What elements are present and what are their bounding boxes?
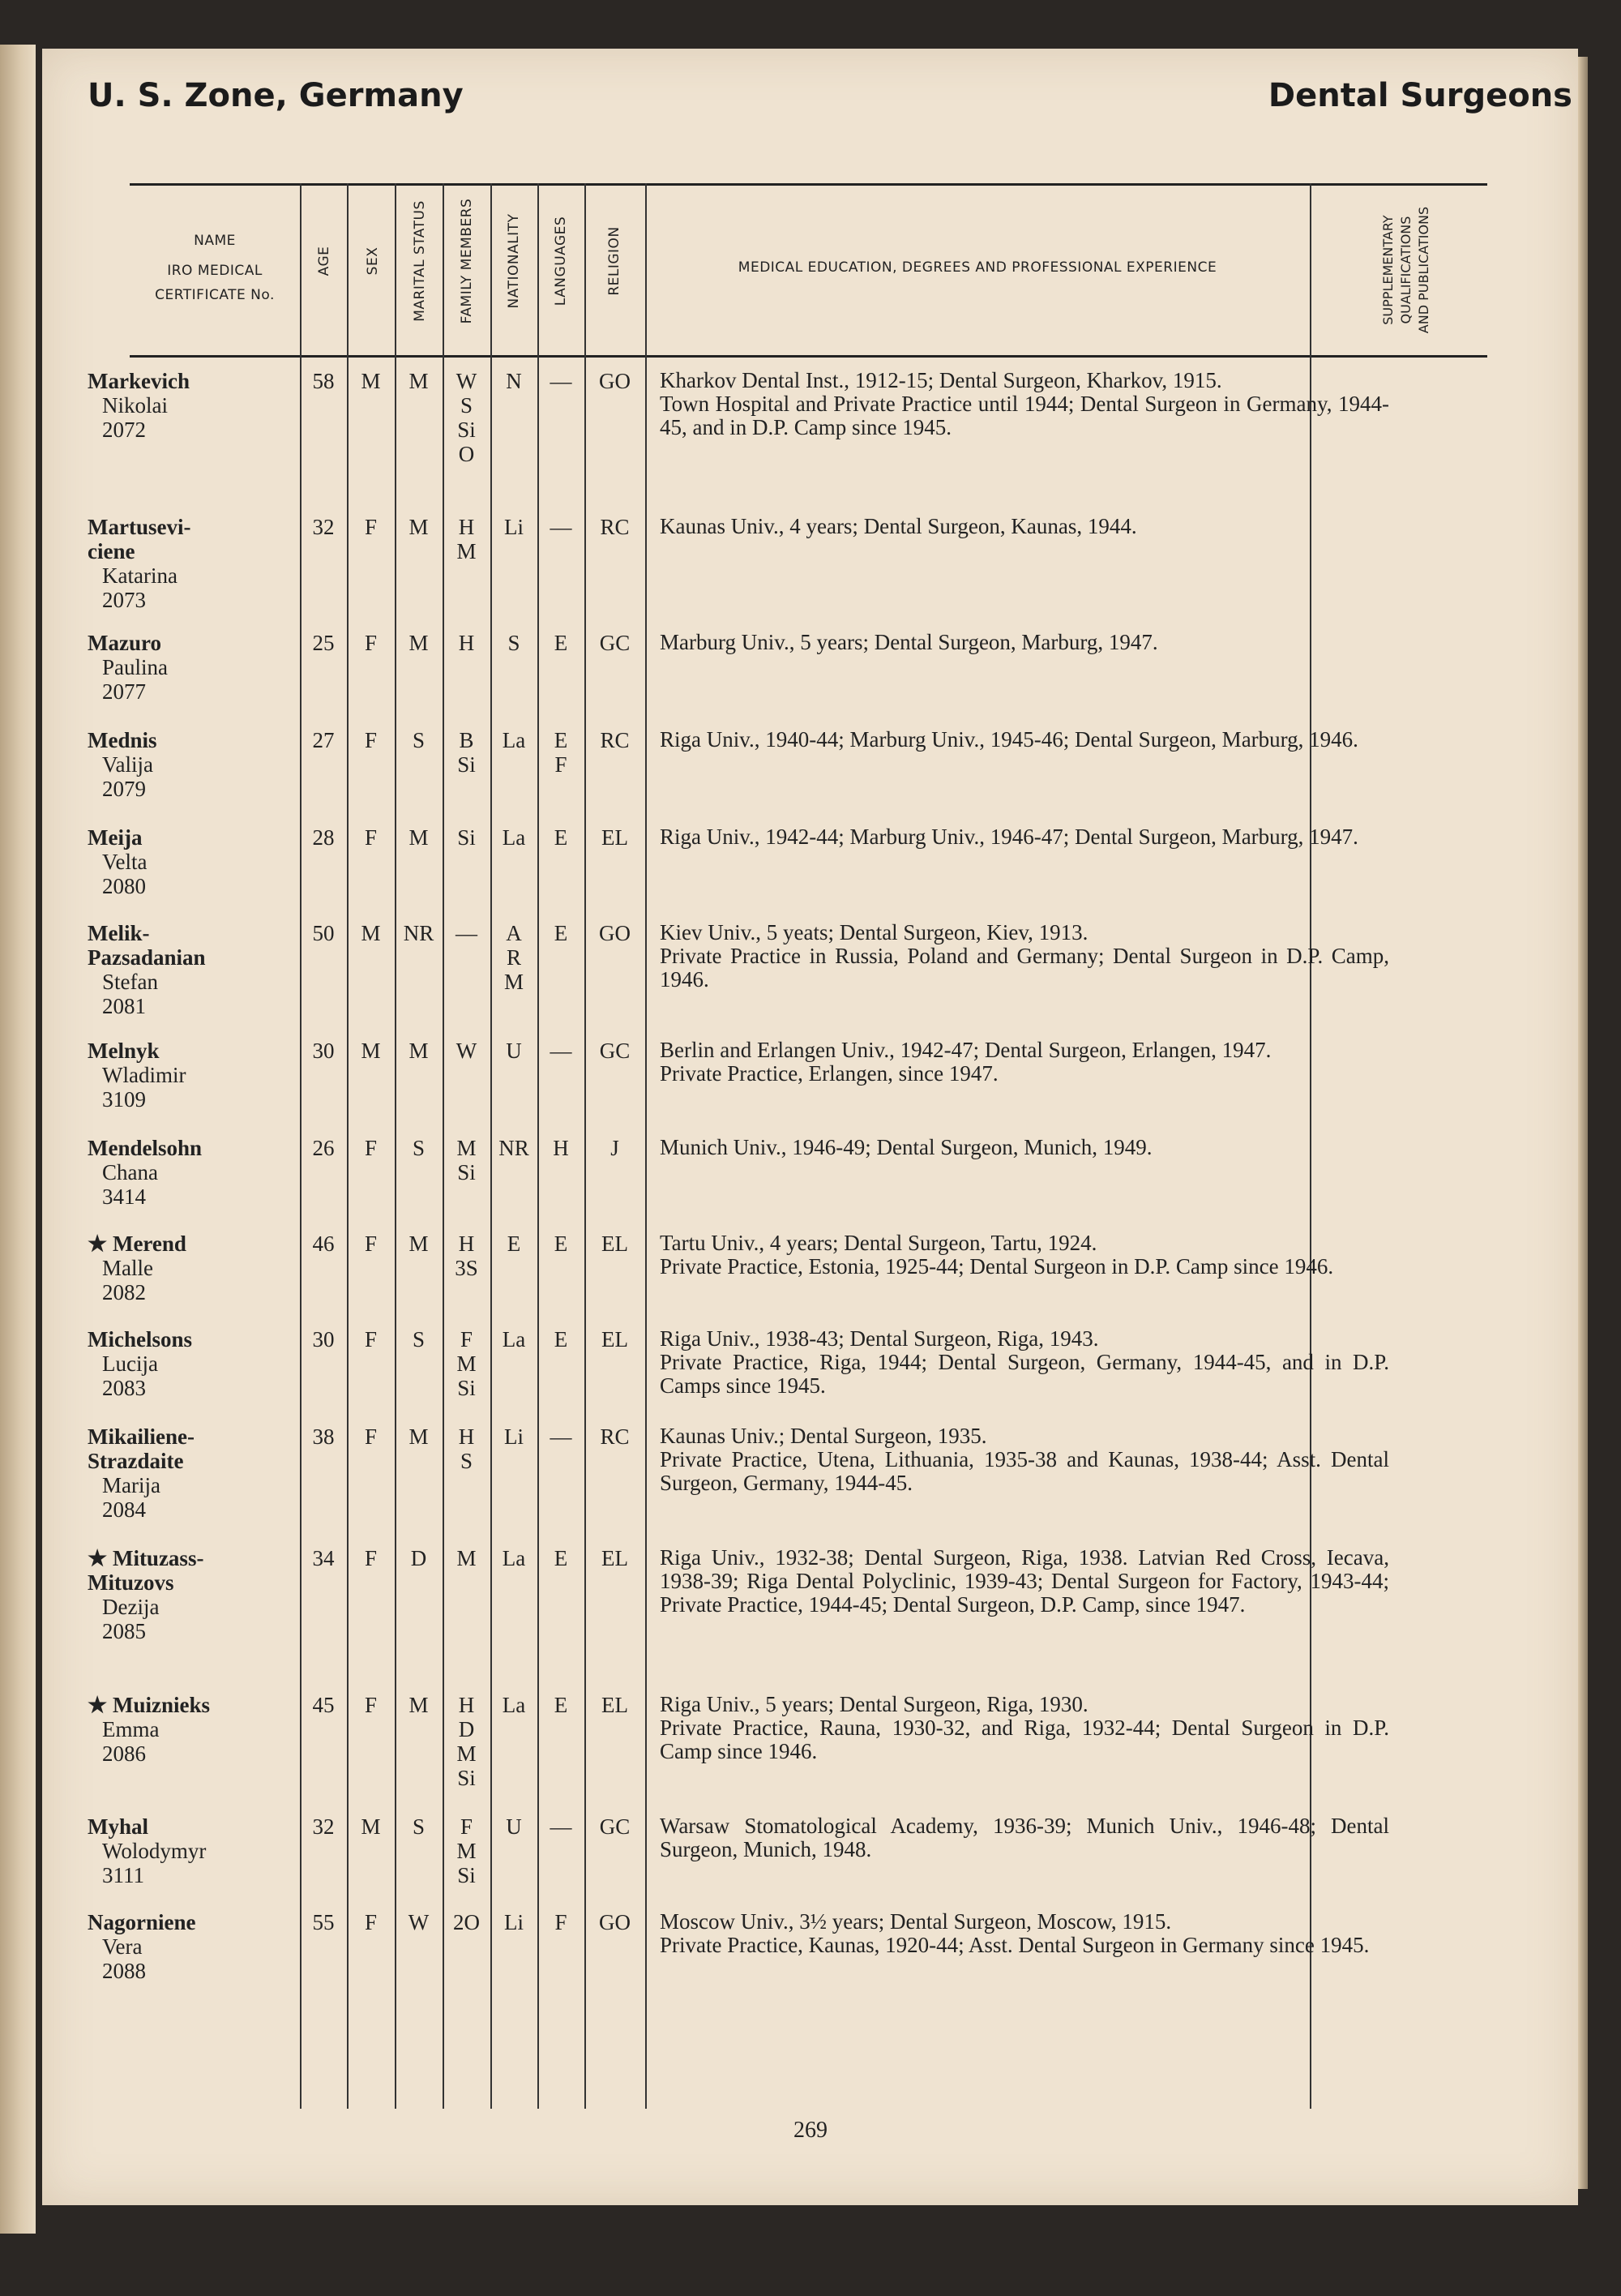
cell-nationality: La xyxy=(502,1327,526,1351)
cell-sex: F xyxy=(364,825,378,850)
experience-paragraph: Town Hospital and Private Practice until 1944; Dental Surgeon in Germany, 1944-45, and in D.P. Camp since 1945. xyxy=(660,392,1389,439)
given-name: Vera xyxy=(102,1934,143,1959)
cell-sex: F xyxy=(364,515,378,539)
cell-age: 55 xyxy=(312,1910,335,1934)
cell-value: D xyxy=(458,1717,475,1741)
surname-line: Mituzovs xyxy=(88,1570,174,1595)
cell-value: Si xyxy=(457,1160,476,1184)
surname-line: Nagorniene xyxy=(88,1910,196,1934)
cell-value: M xyxy=(456,1546,477,1570)
col-divider xyxy=(645,183,647,2109)
entry-name xyxy=(88,1693,290,1766)
experience-text xyxy=(660,728,1389,752)
cell-marital: S xyxy=(412,1136,426,1160)
cell-value: — xyxy=(550,369,572,393)
given-name: Stefan xyxy=(102,970,158,994)
cell-value: E xyxy=(554,1327,568,1351)
cell-age: 34 xyxy=(312,1546,335,1570)
col-name-header xyxy=(130,221,300,310)
col-supp-header xyxy=(1379,207,1433,333)
cell-languages xyxy=(537,1693,584,1717)
cell-nationality: La xyxy=(502,825,526,850)
cell-sex: M xyxy=(361,1039,381,1063)
entry-name xyxy=(88,631,290,704)
cell-value: O xyxy=(458,442,475,466)
certificate-number: 3109 xyxy=(102,1087,146,1112)
cell-sex: F xyxy=(364,1693,378,1717)
cell-value: S xyxy=(460,1449,473,1473)
cell-sex: M xyxy=(361,921,381,945)
given-name: Velta xyxy=(102,850,148,874)
experience-paragraph: Private Practice, Riga, 1944; Dental Surgeon, Germany, 1944-45, and in D.P. Camps since 1945. xyxy=(660,1350,1389,1398)
cell-family xyxy=(443,1910,490,1934)
cell-marital: M xyxy=(408,1039,429,1063)
cell-languages xyxy=(537,1136,584,1160)
cell-value: F xyxy=(554,1910,567,1934)
surname-line: Myhal xyxy=(88,1814,149,1839)
cell-family xyxy=(443,1424,490,1473)
given-name: Malle xyxy=(102,1256,153,1280)
given-name: Lucija xyxy=(102,1351,158,1376)
entry-name xyxy=(88,1424,290,1522)
cell-sex: M xyxy=(361,369,381,393)
cell-sex: F xyxy=(364,1136,378,1160)
cell-value: E xyxy=(554,1232,568,1256)
certificate-number: 3414 xyxy=(102,1184,146,1209)
certificate-number: 2073 xyxy=(102,588,146,612)
cell-value: E xyxy=(554,1546,568,1570)
cell-nationality: U xyxy=(506,1039,522,1063)
cell-value: M xyxy=(456,1741,477,1766)
header-right: Dental Surgeons xyxy=(1268,77,1572,114)
certificate-number: 2083 xyxy=(102,1376,146,1400)
cell-value: E xyxy=(554,631,568,655)
cell-nationality: U xyxy=(506,1814,522,1839)
cell-age: 30 xyxy=(312,1327,335,1351)
cell-value: H xyxy=(553,1136,569,1160)
col-age-header: AGE xyxy=(316,246,332,276)
cell-age: 28 xyxy=(312,825,335,850)
cell-family xyxy=(443,825,490,850)
entry-name xyxy=(88,825,290,898)
experience-text xyxy=(660,1814,1389,1861)
cell-value: H xyxy=(458,631,475,655)
cell-languages xyxy=(537,1039,584,1063)
experience-paragraph: Riga Univ., 1942-44; Marburg Univ., 1946-47; Dental Surgeon, Marburg, 1947. xyxy=(660,825,1358,849)
cell-age: 27 xyxy=(312,728,335,752)
cell-family xyxy=(443,631,490,655)
experience-paragraph: Private Practice, Estonia, 1925-44; Dental Surgeon in D.P. Camp since 1946. xyxy=(660,1254,1334,1279)
cell-sex: F xyxy=(364,1424,378,1449)
surname-line: Mazuro xyxy=(88,631,161,655)
given-name: Chana xyxy=(102,1160,158,1184)
cell-sex: F xyxy=(364,631,378,655)
cell-nationality: E xyxy=(507,1232,521,1256)
cell-marital: M xyxy=(408,369,429,393)
col-experience-header: MEDICAL EDUCATION, DEGREES AND PROFESSIONAL EXPERIENCE xyxy=(738,259,1217,276)
cell-marital: M xyxy=(408,1424,429,1449)
cell-family xyxy=(443,921,490,945)
cell-age: 25 xyxy=(312,631,335,655)
cell-sex: F xyxy=(364,1232,378,1256)
surname-line: Melik- xyxy=(88,921,150,945)
cell-rel: RC xyxy=(600,515,630,539)
experience-text xyxy=(660,1910,1389,1957)
cell-languages xyxy=(537,1327,584,1351)
certificate-number: 3111 xyxy=(102,1863,144,1887)
cell-value: H xyxy=(458,515,475,539)
surname-line: Markevich xyxy=(88,369,190,393)
cell-marital: D xyxy=(410,1546,427,1570)
experience-paragraph: Private Practice, Rauna, 1930-32, and Riga, 1932-44; Dental Surgeon in D.P. Camp since 1946. xyxy=(660,1716,1389,1763)
experience-text xyxy=(660,1424,1389,1495)
certificate-number: 2085 xyxy=(102,1619,146,1643)
cell-family xyxy=(443,1814,490,1887)
cell-value: M xyxy=(456,539,477,563)
cell-age: 32 xyxy=(312,515,335,539)
cell-value: — xyxy=(550,1039,572,1063)
cell-languages xyxy=(537,921,584,945)
header-left: U. S. Zone, Germany xyxy=(88,77,464,114)
experience-paragraph: Warsaw Stomatological Academy, 1936-39; Munich Univ., 1946-48; Dental Surgeon, Munich, 1948. xyxy=(660,1814,1389,1861)
surname-line: Michelsons xyxy=(88,1327,193,1351)
given-name: Paulina xyxy=(102,655,168,679)
experience-paragraph: Riga Univ., 1932-38; Dental Surgeon, Riga, 1938. Latvian Red Cross, Iecava, 1938-39; Riga Dental Polyclinic, 1939-43; Dental Surgeon for Factory, 1943-44; Private Practice, 1944-45; Dental Surgeon, D.P. Camp, since 1947. xyxy=(660,1545,1389,1617)
cell-value: F xyxy=(554,752,567,777)
cell-value: S xyxy=(460,393,473,418)
cell-nationality: S xyxy=(507,631,520,655)
cell-marital: W xyxy=(408,1910,430,1934)
cell-rel: GC xyxy=(599,631,631,655)
experience-paragraph: Riga Univ., 5 years; Dental Surgeon, Riga, 1930. xyxy=(660,1692,1089,1716)
cell-marital: M xyxy=(408,1232,429,1256)
experience-paragraph: Private Practice, Erlangen, since 1947. xyxy=(660,1061,999,1086)
cell-marital: M xyxy=(408,631,429,655)
certificate-number: 2088 xyxy=(102,1959,146,1983)
cell-marital: M xyxy=(408,1693,429,1717)
surname-line: Strazdaite xyxy=(88,1449,184,1473)
cell-value: Si xyxy=(457,752,476,777)
entry-name xyxy=(88,515,290,612)
experience-text xyxy=(660,921,1389,992)
cell-marital: NR xyxy=(403,921,434,945)
experience-paragraph: Private Practice in Russia, Poland and Germany; Dental Surgeon in D.P. Camp, 1946. xyxy=(660,944,1389,992)
experience-paragraph: Private Practice, Kaunas, 1920-44; Asst. Dental Surgeon in Germany since 1945. xyxy=(660,1933,1370,1957)
cell-value: 2O xyxy=(453,1910,480,1934)
experience-paragraph: Berlin and Erlangen Univ., 1942-47; Dental Surgeon, Erlangen, 1947. xyxy=(660,1038,1272,1062)
certificate-number: 2077 xyxy=(102,679,146,704)
surname-line: ★ Merend xyxy=(88,1232,186,1256)
experience-paragraph: Riga Univ., 1938-43; Dental Surgeon, Riga, 1943. xyxy=(660,1326,1099,1351)
experience-paragraph: Kharkov Dental Inst., 1912-15; Dental Surgeon, Kharkov, 1915. xyxy=(660,368,1222,392)
cell-value: B xyxy=(459,728,474,752)
cell-value: M xyxy=(456,1351,477,1376)
cell-nationality: Li xyxy=(504,1424,524,1449)
experience-paragraph: Kaunas Univ., 4 years; Dental Surgeon, Kaunas, 1944. xyxy=(660,514,1137,538)
surname-line: ★ Muiznieks xyxy=(88,1693,210,1717)
cell-rel: EL xyxy=(601,1546,628,1570)
entry-name xyxy=(88,1546,290,1643)
surname-line: ciene xyxy=(88,539,135,563)
cell-nationality: La xyxy=(502,1546,526,1570)
cell-value: H xyxy=(458,1232,475,1256)
given-name: Marija xyxy=(102,1473,160,1497)
surname-line: ★ Mituzass- xyxy=(88,1546,204,1570)
cell-age: 32 xyxy=(312,1814,335,1839)
given-name: Wolodymyr xyxy=(102,1839,207,1863)
cell-value: H xyxy=(458,1693,475,1717)
cell-value: E xyxy=(554,728,568,752)
experience-text xyxy=(660,1039,1389,1086)
cell-age: 58 xyxy=(312,369,335,393)
experience-paragraph: Kiev Univ., 5 yeats; Dental Surgeon, Kiev, 1913. xyxy=(660,920,1089,945)
cell-value: Si xyxy=(457,1376,476,1400)
certificate-number: 2082 xyxy=(102,1280,146,1304)
experience-paragraph: Kaunas Univ.; Dental Surgeon, 1935. xyxy=(660,1424,987,1448)
cell-languages xyxy=(537,1814,584,1839)
col-sex-header: SEX xyxy=(365,246,381,276)
col-supp-line2: QUALIFICATIONS xyxy=(1398,216,1414,324)
cell-value: — xyxy=(550,1814,572,1839)
cell-languages xyxy=(537,631,584,655)
cell-value: — xyxy=(550,515,572,539)
cell-value: M xyxy=(456,1136,477,1160)
cell-age: 46 xyxy=(312,1232,335,1256)
cell-family xyxy=(443,1232,490,1280)
certificate-number: 2080 xyxy=(102,874,146,898)
cell-value: Si xyxy=(457,825,476,850)
given-name: Emma xyxy=(102,1717,160,1741)
certificate-number: 2084 xyxy=(102,1497,146,1522)
surname-line: Mikailiene- xyxy=(88,1424,195,1449)
col-supp-line1: SUPPLEMENTARY xyxy=(1380,215,1396,325)
col-religion-header: RELIGION xyxy=(606,226,622,296)
cell-languages xyxy=(537,1546,584,1570)
cell-family xyxy=(443,369,490,466)
cell-value: — xyxy=(456,921,477,945)
given-name: Dezija xyxy=(102,1595,160,1619)
cell-age: 50 xyxy=(312,921,335,945)
experience-paragraph: Riga Univ., 1940-44; Marburg Univ., 1945-46; Dental Surgeon, Marburg, 1946. xyxy=(660,727,1358,752)
experience-text xyxy=(660,1327,1389,1398)
cell-nationality: A R M xyxy=(503,921,524,994)
entry-name xyxy=(88,1136,290,1209)
cell-family xyxy=(443,728,490,777)
cell-sex: F xyxy=(364,1910,378,1934)
certificate-number: 2086 xyxy=(102,1741,146,1766)
col-name-line3: CERTIFICATE No. xyxy=(155,287,275,303)
cell-languages xyxy=(537,825,584,850)
surname-line: Mendelsohn xyxy=(88,1136,203,1160)
cell-rel: EL xyxy=(601,1693,628,1717)
cell-nationality: Li xyxy=(504,515,524,539)
cell-rel: GO xyxy=(599,1910,631,1934)
cell-value: 3S xyxy=(455,1256,478,1280)
cell-marital: M xyxy=(408,825,429,850)
cell-rel: EL xyxy=(601,1327,628,1351)
cell-languages xyxy=(537,515,584,539)
entry-name xyxy=(88,1039,290,1112)
cell-sex: F xyxy=(364,1546,378,1570)
cell-languages xyxy=(537,1910,584,1934)
entry-name xyxy=(88,1814,290,1887)
cell-family xyxy=(443,1693,490,1790)
cell-family xyxy=(443,515,490,563)
experience-paragraph: Private Practice, Utena, Lithuania, 1935-38 and Kaunas, 1938-44; Asst. Dental Surgeon, Germany, 1944-45. xyxy=(660,1447,1389,1495)
entry-name xyxy=(88,1910,290,1983)
cell-value: W xyxy=(456,1039,477,1063)
cell-family xyxy=(443,1327,490,1400)
col-nationality-header: NATIONALITY xyxy=(506,213,522,309)
cell-sex: F xyxy=(364,1327,378,1351)
certificate-number: 2081 xyxy=(102,994,146,1018)
experience-paragraph: Marburg Univ., 5 years; Dental Surgeon, Marburg, 1947. xyxy=(660,630,1158,654)
cell-languages xyxy=(537,1424,584,1449)
cell-value: H xyxy=(458,1424,475,1449)
experience-text xyxy=(660,1232,1389,1279)
col-name-line1: NAME xyxy=(194,233,236,249)
experience-text xyxy=(660,1136,1389,1159)
cell-rel: GO xyxy=(599,921,631,945)
cell-age: 45 xyxy=(312,1693,335,1717)
given-name: Valija xyxy=(102,752,153,777)
cell-rel: GC xyxy=(599,1039,631,1063)
experience-text xyxy=(660,825,1389,849)
header-bottom-rule xyxy=(130,355,1487,358)
cell-rel: GO xyxy=(599,369,631,393)
cell-marital: M xyxy=(408,515,429,539)
cell-value: E xyxy=(554,1693,568,1717)
surname-line: Melnyk xyxy=(88,1039,160,1063)
experience-text xyxy=(660,1546,1389,1617)
cell-family xyxy=(443,1546,490,1570)
book-spine xyxy=(0,45,36,2234)
cell-age: 26 xyxy=(312,1136,335,1160)
page-edge xyxy=(1578,57,1588,2189)
cell-languages xyxy=(537,728,584,777)
cell-family xyxy=(443,1039,490,1063)
page-number: 269 xyxy=(793,2118,828,2143)
cell-nationality: NR xyxy=(498,1136,529,1160)
experience-text xyxy=(660,369,1389,439)
cell-value: E xyxy=(554,825,568,850)
entry-name xyxy=(88,369,290,442)
cell-value: Si xyxy=(457,418,476,442)
cell-value: W xyxy=(456,369,477,393)
cell-value: E xyxy=(554,921,568,945)
cell-value: Si xyxy=(457,1863,476,1887)
given-name: Katarina xyxy=(102,563,177,588)
cell-languages xyxy=(537,369,584,393)
experience-text xyxy=(660,631,1389,654)
cell-nationality: La xyxy=(502,728,526,752)
cell-nationality: N xyxy=(506,369,522,393)
cell-age: 38 xyxy=(312,1424,335,1449)
entry-name xyxy=(88,728,290,801)
cell-value: F xyxy=(460,1327,473,1351)
experience-paragraph: Tartu Univ., 4 years; Dental Surgeon, Tartu, 1924. xyxy=(660,1231,1097,1255)
entry-name xyxy=(88,921,290,1018)
cell-rel: EL xyxy=(601,825,628,850)
col-family-header: FAMILY MEMBERS xyxy=(459,198,475,324)
entry-name xyxy=(88,1327,290,1400)
cell-value: M xyxy=(456,1839,477,1863)
surname-line: Meija xyxy=(88,825,143,850)
certificate-number: 2072 xyxy=(102,418,146,442)
surname-line: Martusevi- xyxy=(88,515,191,539)
cell-marital: S xyxy=(412,1327,426,1351)
cell-family xyxy=(443,1136,490,1184)
cell-rel: EL xyxy=(601,1232,628,1256)
cell-value: F xyxy=(460,1814,473,1839)
cell-sex: M xyxy=(361,1814,381,1839)
col-marital-header: MARITAL STATUS xyxy=(412,200,428,322)
cell-languages xyxy=(537,1232,584,1256)
experience-paragraph: Moscow Univ., 3½ years; Dental Surgeon, Moscow, 1915. xyxy=(660,1909,1172,1934)
cell-value: Si xyxy=(457,1766,476,1790)
given-name: Wladimir xyxy=(102,1063,186,1087)
col-languages-header: LANGUAGES xyxy=(553,216,569,306)
experience-text xyxy=(660,1693,1389,1763)
given-name: Nikolai xyxy=(102,393,168,418)
cell-marital: S xyxy=(412,728,426,752)
surname-line: Mednis xyxy=(88,728,157,752)
cell-rel: RC xyxy=(600,1424,630,1449)
experience-paragraph: Munich Univ., 1946-49; Dental Surgeon, Munich, 1949. xyxy=(660,1135,1153,1159)
cell-nationality: Li xyxy=(504,1910,524,1934)
surname-line: Pazsadanian xyxy=(88,945,206,970)
experience-text xyxy=(660,515,1389,538)
col-supp-line3: AND PUBLICATIONS xyxy=(1416,206,1431,334)
col-name-line2: IRO MEDICAL xyxy=(167,263,263,279)
cell-sex: F xyxy=(364,728,378,752)
entry-name xyxy=(88,1232,290,1304)
cell-nationality: La xyxy=(502,1693,526,1717)
cell-rel: RC xyxy=(600,728,630,752)
certificate-number: 2079 xyxy=(102,777,146,801)
top-rule xyxy=(130,183,1487,186)
cell-rel: GC xyxy=(599,1814,631,1839)
cell-value: — xyxy=(550,1424,572,1449)
cell-age: 30 xyxy=(312,1039,335,1063)
cell-rel: J xyxy=(610,1136,619,1160)
cell-marital: S xyxy=(412,1814,426,1839)
